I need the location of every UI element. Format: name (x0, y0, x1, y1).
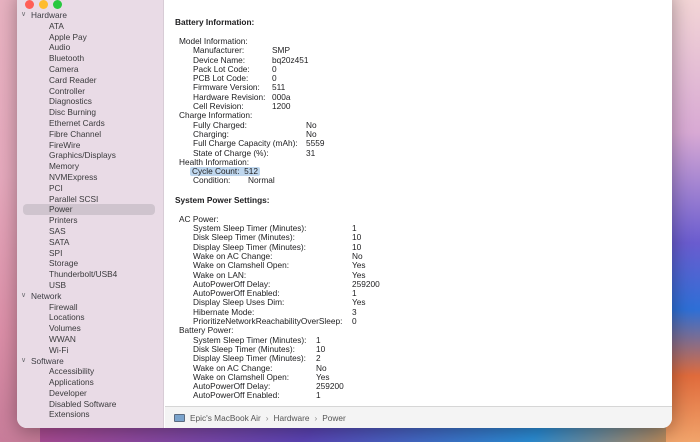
sidebar-item-thunderbolt-usb4[interactable]: Thunderbolt/USB4 (49, 269, 118, 280)
info-value: Yes (352, 297, 366, 308)
path-separator: › (314, 412, 318, 423)
path-section[interactable]: Hardware (273, 412, 310, 423)
battery-power-list (175, 336, 665, 401)
close-button[interactable] (25, 0, 34, 9)
info-key: PCB Lot Code: (193, 73, 249, 84)
macbook-icon (174, 414, 185, 422)
info-key: Wake on Clamshell Open: (193, 260, 290, 271)
sidebar-item-firewire[interactable]: FireWire (49, 139, 81, 150)
content-pane (165, 0, 672, 428)
sidebar-item-wi-fi[interactable]: Wi-Fi (49, 344, 69, 355)
ac-power-list (175, 224, 665, 326)
sidebar-item-firewall[interactable]: Firewall (49, 301, 78, 312)
info-value: Yes (316, 371, 330, 382)
power-settings-heading: System Power Settings: (175, 194, 270, 205)
info-value: 10 (316, 343, 326, 354)
info-value: Yes (352, 260, 366, 271)
sidebar-item-graphics-displays[interactable]: Graphics/Displays (49, 150, 116, 161)
info-key: Disk Sleep Timer (Minutes): (193, 232, 295, 243)
sidebar-section-software[interactable] (17, 356, 164, 367)
sidebar-item-accessibility[interactable]: Accessibility (49, 366, 95, 377)
path-bar (165, 406, 672, 428)
path-separator: › (265, 412, 269, 423)
info-value: 0 (272, 73, 277, 84)
sidebar-item-ata[interactable]: ATA (49, 20, 64, 31)
info-key: AutoPowerOff Delay: (193, 381, 271, 392)
info-value: 10 (352, 232, 362, 243)
cycle-count-label: Cycle Count: (192, 166, 240, 177)
info-value: 2 (316, 353, 321, 364)
info-value: 0 (272, 63, 277, 74)
info-key: Charging: (193, 128, 229, 139)
info-key: Pack Lot Code: (193, 63, 250, 74)
sidebar-section-network[interactable] (17, 291, 164, 302)
info-value: 10 (352, 241, 362, 252)
info-value: 1200 (272, 101, 291, 112)
info-value: 1 (352, 288, 357, 299)
chevron-down-icon[interactable]: ∨ (21, 291, 27, 299)
info-key: AutoPowerOff Enabled: (193, 288, 280, 299)
sidebar-item-wwan[interactable]: WWAN (49, 333, 76, 344)
path-page[interactable]: Power (322, 412, 346, 423)
info-key: Manufacturer: (193, 45, 245, 56)
info-value: 000a (272, 91, 291, 102)
ac-power-heading: AC Power: (179, 213, 219, 224)
info-key: State of Charge (%): (193, 147, 269, 158)
minimize-button[interactable] (39, 0, 48, 9)
info-key: Device Name: (193, 54, 246, 65)
info-key: Cell Revision: (193, 101, 244, 112)
info-value: No (306, 119, 317, 130)
info-key: Wake on AC Change: (193, 362, 273, 373)
info-key: AutoPowerOff Delay: (193, 278, 271, 289)
info-value: 31 (306, 147, 316, 158)
info-key: Display Sleep Uses Dim: (193, 297, 285, 308)
sidebar (17, 0, 164, 428)
battery-heading: Battery Information: (175, 17, 255, 27)
sidebar-item-extensions[interactable]: Extensions (49, 409, 90, 420)
sidebar-item-usb[interactable]: USB (49, 279, 67, 290)
info-row (175, 121, 665, 130)
health-heading: Health Information: (179, 156, 250, 167)
info-value: 3 (352, 306, 357, 317)
info-key: Display Sleep Timer (Minutes): (193, 353, 306, 364)
info-value: SMP (272, 45, 290, 56)
sidebar-item-disc-burning[interactable]: Disc Burning (49, 107, 97, 118)
sidebar-item-sata[interactable]: SATA (49, 236, 70, 247)
sidebar-item-storage[interactable]: Storage (49, 258, 79, 269)
sidebar-item-applications[interactable]: Applications (49, 377, 94, 388)
info-key: PrioritizeNetworkReachabilityOverSleep: (193, 316, 343, 327)
charge-heading: Charge Information: (179, 110, 253, 121)
info-key: System Sleep Timer (Minutes): (193, 223, 307, 234)
info-row (175, 317, 665, 326)
info-key: System Sleep Timer (Minutes): (193, 334, 307, 345)
condition-row (175, 176, 665, 185)
condition-label: Condition: (193, 175, 231, 186)
sidebar-item-parallel-scsi[interactable]: Parallel SCSI (49, 193, 99, 204)
sidebar-item-controller[interactable]: Controller (49, 85, 85, 96)
sidebar-item-apple-pay[interactable]: Apple Pay (49, 31, 87, 42)
sidebar-item-memory[interactable]: Memory (49, 161, 79, 172)
sidebar-item-sas[interactable]: SAS (49, 225, 66, 236)
sidebar-section-label: Hardware (31, 10, 67, 20)
info-value: No (306, 128, 317, 139)
info-value: 1 (352, 223, 357, 234)
condition-value: Normal (248, 175, 275, 186)
zoom-button[interactable] (53, 0, 62, 9)
info-key: Wake on LAN: (193, 269, 247, 280)
info-value: bq20z451 (272, 54, 309, 65)
info-value: No (316, 362, 327, 373)
sidebar-item-spi[interactable]: SPI (49, 247, 63, 258)
info-row (175, 261, 665, 270)
battery-power-heading: Battery Power: (179, 325, 234, 336)
model-heading: Model Information: (179, 36, 248, 46)
info-key: Hardware Revision: (193, 91, 266, 102)
sidebar-item-printers[interactable]: Printers (49, 215, 78, 226)
chevron-down-icon[interactable]: ∨ (21, 11, 27, 18)
system-information-window (17, 0, 672, 428)
charge-info-list (175, 121, 665, 158)
info-key: AutoPowerOff Enabled: (193, 390, 280, 401)
detail-panel (175, 17, 665, 401)
sidebar-item-audio[interactable]: Audio (49, 42, 71, 53)
info-value: No (352, 250, 363, 261)
sidebar-item-card-reader[interactable]: Card Reader (49, 74, 97, 85)
info-key: Full Charge Capacity (mAh): (193, 138, 298, 149)
sidebar-item-locations[interactable]: Locations (49, 312, 85, 323)
sidebar-item-pci[interactable]: PCI (49, 182, 63, 193)
sidebar-item-camera[interactable]: Camera (49, 63, 79, 74)
sidebar-item-bluetooth[interactable]: Bluetooth (49, 53, 85, 64)
info-value: 259200 (316, 381, 344, 392)
chevron-down-icon[interactable]: ∨ (21, 356, 27, 364)
info-key: Fully Charged: (193, 119, 247, 130)
sidebar-item-power[interactable]: Power (23, 204, 155, 215)
info-key: Disk Sleep Timer (Minutes): (193, 343, 295, 354)
info-value: 511 (272, 82, 286, 93)
sidebar-section-hardware[interactable] (17, 10, 164, 21)
info-key: Wake on Clamshell Open: (193, 371, 290, 382)
window-controls (25, 0, 62, 9)
info-key: Display Sleep Timer (Minutes): (193, 241, 306, 252)
info-row (175, 93, 665, 102)
info-value: 259200 (352, 278, 380, 289)
info-value: 0 (352, 316, 357, 327)
sidebar-item-disabled-software[interactable]: Disabled Software (49, 398, 117, 409)
info-key: Firmware Version: (193, 82, 260, 93)
model-info-list (175, 46, 665, 111)
sidebar-item-developer[interactable]: Developer (49, 387, 87, 398)
sidebar-section-label: Software (31, 355, 64, 366)
info-row (175, 46, 665, 55)
sidebar-item-diagnostics[interactable]: Diagnostics (49, 96, 92, 107)
sidebar-section-label: Network (31, 290, 62, 301)
info-value: 5559 (306, 138, 325, 149)
path-device[interactable]: Epic's MacBook Air (190, 412, 261, 423)
sidebar-item-nvmexpress[interactable]: NVMExpress (49, 171, 98, 182)
info-row (175, 65, 665, 74)
cycle-count-value: 512 (244, 166, 258, 177)
info-key: Hibernate Mode: (193, 306, 255, 317)
info-value: 1 (316, 334, 321, 345)
sidebar-tree (17, 10, 164, 420)
info-key: Wake on AC Change: (193, 250, 273, 261)
info-value: Yes (352, 269, 366, 280)
sidebar-item-ethernet-cards[interactable]: Ethernet Cards (49, 117, 105, 128)
sidebar-item-fibre-channel[interactable]: Fibre Channel (49, 128, 102, 139)
sidebar-item-volumes[interactable]: Volumes (49, 323, 81, 334)
info-value: 1 (316, 390, 321, 401)
info-row (175, 391, 665, 400)
